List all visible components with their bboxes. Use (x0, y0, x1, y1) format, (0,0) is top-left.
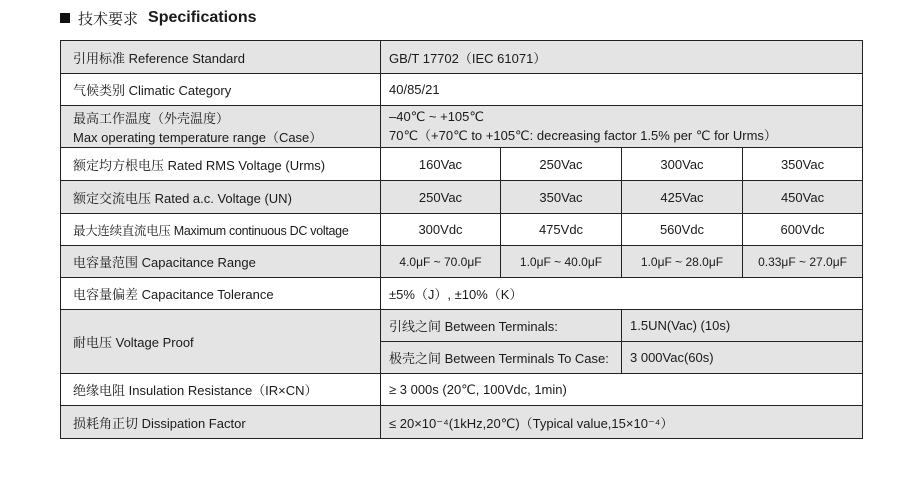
table-row (61, 181, 863, 214)
ac-voltage-value: 250Vac (381, 181, 501, 214)
ac-voltage-label: 额定交流电压 Rated a.c. Voltage (UN) (61, 181, 381, 214)
climatic-label: 气候类别 Climatic Category (61, 74, 381, 106)
capacitance-value: 1.0μF ~ 28.0μF (622, 246, 743, 278)
ac-voltage-value: 425Vac (622, 181, 743, 214)
table-row (61, 214, 863, 246)
table-row (61, 278, 863, 310)
dc-voltage-value: 300Vdc (381, 214, 501, 246)
dc-voltage-label: 最大连续直流电压 Maximum continuous DC voltage (61, 214, 381, 246)
table-row (61, 310, 863, 342)
max-temp-value-line2: 70℃（+70℃ to +105℃: decreasing factor 1.5% per ℃ for Urms） (389, 128, 777, 143)
ref-standard-label: 引用标准 Reference Standard (61, 41, 381, 74)
ac-voltage-value: 450Vac (743, 181, 863, 214)
climatic-value: 40/85/21 (381, 74, 863, 106)
table-row (61, 374, 863, 406)
ac-voltage-value: 350Vac (501, 181, 622, 214)
capacitance-value: 0.33μF ~ 27.0μF (743, 246, 863, 278)
max-temp-value (381, 106, 863, 148)
table-row (61, 106, 863, 148)
rms-voltage-value: 350Vac (743, 148, 863, 181)
max-temp-label-zh: 最高工作温度（外壳温度） (73, 110, 230, 126)
tolerance-label: 电容量偏差 Capacitance Tolerance (61, 278, 381, 310)
dissipation-value: ≤ 20×10⁻⁴(1kHz,20℃)（Typical value,15×10⁻⁴） (381, 406, 863, 439)
dc-voltage-value: 560Vdc (622, 214, 743, 246)
terminals-to-case-value: 3 000Vac(60s) (622, 342, 863, 374)
table-row (61, 246, 863, 278)
max-temp-label (61, 106, 381, 148)
max-temp-value-line1: –40℃ ~ +105℃ (389, 109, 484, 124)
dissipation-label: 损耗角正切 Dissipation Factor (61, 406, 381, 439)
table-row (61, 406, 863, 439)
tolerance-value: ±5%（J）, ±10%（K） (381, 278, 863, 310)
insulation-value: ≥ 3 000s (20℃, 100Vdc, 1min) (381, 374, 863, 406)
heading-zh: 技术要求 (78, 10, 139, 28)
between-terminals-label: 引线之间 Between Terminals: (381, 310, 622, 342)
specifications-table (60, 40, 863, 439)
terminals-to-case-label: 极壳之间 Between Terminals To Case: (381, 342, 622, 374)
rms-voltage-value: 250Vac (501, 148, 622, 181)
rms-voltage-value: 160Vac (381, 148, 501, 181)
section-heading (60, 8, 257, 28)
table-row (61, 74, 863, 106)
rms-voltage-value: 300Vac (622, 148, 743, 181)
capacitance-value: 4.0μF ~ 70.0μF (381, 246, 501, 278)
ref-standard-value: GB/T 17702（IEC 61071） (381, 41, 863, 74)
between-terminals-value: 1.5UN(Vac) (10s) (622, 310, 863, 342)
insulation-label: 绝缘电阻 Insulation Resistance（IR×CN） (61, 374, 381, 406)
heading-en: Specifications (148, 9, 257, 26)
square-bullet-icon (60, 13, 70, 23)
voltage-proof-label: 耐电压 Voltage Proof (61, 310, 381, 374)
dc-voltage-value: 600Vdc (743, 214, 863, 246)
capacitance-label: 电容量范围 Capacitance Range (61, 246, 381, 278)
table-row (61, 148, 863, 181)
capacitance-value: 1.0μF ~ 40.0μF (501, 246, 622, 278)
max-temp-label-en: Max operating temperature range（Case） (73, 129, 323, 145)
dc-voltage-value: 475Vdc (501, 214, 622, 246)
table-row (61, 41, 863, 74)
rms-voltage-label: 额定均方根电压 Rated RMS Voltage (Urms) (61, 148, 381, 181)
